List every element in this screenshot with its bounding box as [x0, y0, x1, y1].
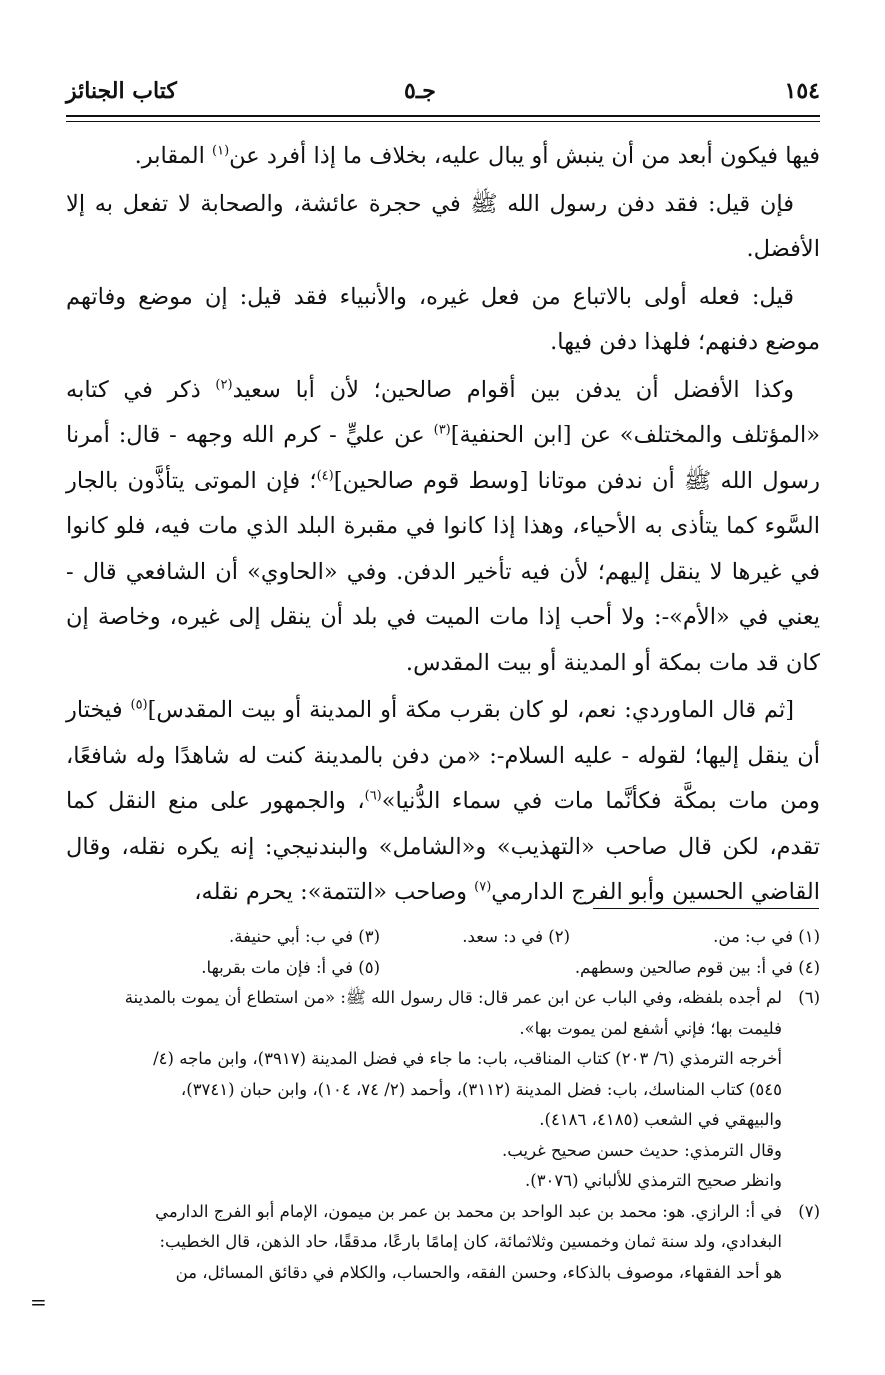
footnote-body: [66, 1197, 782, 1289]
footnote-3: (٣) في ب: أبي حنيفة.: [229, 927, 380, 946]
footnote-1: (١) في ب: من.: [713, 927, 820, 946]
text-run: ؛ فإن الموتى يتأذَّون بالجار السَّوء كما يتأذى به الأحياء، وهذا إذا كانوا في مقبرة البلد الذي مات فيه، فلو كانوا في غيرها لا ينقل إليهم؛ لأن فيه تأخير الدفن. وفي «الحاوي» أن الشافعي قال - يعني في «الأم»-: ولا أحب إذا مات الميت في بلد أن ينقل إلى غيره، وخاصة إن كان قد مات بمكة أو المدينة أو بيت المقدس.: [66, 467, 820, 676]
footnote-number: (٦): [798, 988, 820, 1007]
footnote-line: فليمت بها؛ فإني أشفع لمن يموت بها».: [519, 1018, 782, 1038]
paragraph-2: فإن قيل: فقد دفن رسول الله ﷺ في حجرة عائشة، والصحابة لا تفعل به إلا الأفضل.: [66, 190, 820, 262]
footnote-ref-4[interactable]: (٤): [316, 468, 334, 483]
footnote-number: (٧): [798, 1201, 820, 1221]
margin-mark: =: [30, 1290, 47, 1314]
footnote-line: البغدادي، ولد سنة ثمان وخمسين وثلاثمائة، كان إمامًا بارعًا، مدققًا، حاد الذهن، قال الخطيب:: [159, 1232, 782, 1251]
footnote-6: [66, 983, 820, 1197]
text-run: عن عليٍّ - كرم الله وجهه - قال: أمرنا رسول الله ﷺ أن ندفن موتانا [وسط قوم صالحين]: [66, 422, 820, 494]
footnote-line: هو أحد الفقهاء، موصوف بالذكاء، وحسن الفقه، والحساب، والكلام في دقائق المسائل، من: [175, 1262, 782, 1282]
footnote-line: في أ: الرازي. هو: محمد بن عبد الواحد بن محمد بن عمر بن ميمون، الإمام أبو الفرج الدارمي: [155, 1201, 782, 1221]
text-run: وكذا الأفضل أن يدفن بين أقوام صالحين؛ لأن أبا سعيد: [232, 376, 794, 403]
header-rule-thick: [66, 115, 820, 117]
text-run: المقابر.: [134, 143, 212, 169]
footnote-ref-3[interactable]: (٣): [433, 422, 451, 438]
footnote-line: لم أجده بلفظه، وفي الباب عن ابن عمر قال: قال رسول الله ﷺ: «من استطاع أن يموت بالمدينة: [124, 988, 782, 1007]
text-run: [ثم قال الماوردي: نعم، لو كان بقرب مكة أو المدينة أو بيت المقدس]: [147, 697, 794, 723]
footnote-ref-5[interactable]: (٥): [130, 697, 148, 713]
footnote-row: [66, 922, 820, 953]
paragraph-3: قيل: فعله أولى بالاتباع من فعل غيره، والأنبياء فقد قيل: إن موضع وفاتهم موضع دفنهم؛ فلهذا دفن فيها.: [66, 283, 820, 355]
footnote-ref-1[interactable]: (١): [212, 143, 230, 159]
footnote-ref-6[interactable]: (٦): [364, 788, 382, 804]
paragraph-1: [66, 134, 820, 180]
text-run: ذكر في كتابه «المؤتلف والمختلف» عن [ابن الحنفية]: [66, 376, 820, 448]
running-head: [66, 78, 820, 114]
footnote-ref-7[interactable]: (٧): [474, 879, 492, 895]
footnote-7: [66, 1197, 820, 1289]
footnote-ref-2[interactable]: (٢): [215, 377, 233, 392]
footnote-5: (٥) في أ: فإن مات بقربها.: [201, 957, 380, 977]
paragraph-4: [66, 368, 820, 687]
footnote-separator: [593, 908, 819, 909]
header-rule-thin: [66, 121, 820, 122]
footnote-line: والبيهقي في الشعب (٤١٨٥، ٤١٨٦).: [539, 1110, 782, 1129]
paragraph-5: [66, 688, 820, 916]
footnote-line: وانظر صحيح الترمذي للألباني (٣٠٧٦).: [525, 1171, 782, 1190]
footnote-2: (٢) في د: سعد.: [462, 927, 570, 946]
book-title: كتاب الجنائز: [66, 78, 177, 104]
main-text: [66, 134, 820, 916]
footnote-body: [66, 983, 782, 1197]
footnote-line: ٥٤٥) كتاب المناسك، باب: فضل المدينة (٣١١٢)، وأحمد (٢/ ٧٤، ١٠٤)، وابن حبان (٣٧٤١)،: [180, 1079, 782, 1099]
text-run: ، والجمهور على منع النقل كما تقدم، لكن قال صاحب «التهذيب» و«الشامل» والبندنيجي: إنه يكره نقله، وقال القاضي الحسين وأبو الفرج الدارمي: [66, 788, 820, 905]
footnote-line: أخرجه الترمذي (٦/ ٢٠٣) كتاب المناقب، باب: ما جاء في فضل المدينة (٣٩١٧)، وابن ماجه (٤/: [153, 1049, 782, 1068]
page-number: ١٥٤: [784, 78, 820, 104]
volume-label: جـ٥: [404, 78, 436, 104]
footnote-4: (٤) في أ: بين قوم صالحين وسطهم.: [574, 957, 820, 977]
footnote-row: [66, 953, 820, 984]
text-run: فيها فيكون أبعد من أن ينبش أو يبال عليه، بخلاف ما إذا أفرد عن: [229, 143, 820, 169]
text-run: فيختار أن ينقل إليها؛ لقوله - عليه السلام-: «من دفن بالمدينة كنت له شاهدًا وله شافعًا، ومن مات بمكَّة فكأنَّما مات في سماء الدُّنيا»: [66, 697, 820, 814]
text-run: وصاحب «التتمة»: يحرم نقله،: [194, 879, 475, 905]
footnotes: [66, 922, 820, 1288]
footnote-line: وقال الترمذي: حديث حسن صحيح غريب.: [502, 1140, 782, 1160]
